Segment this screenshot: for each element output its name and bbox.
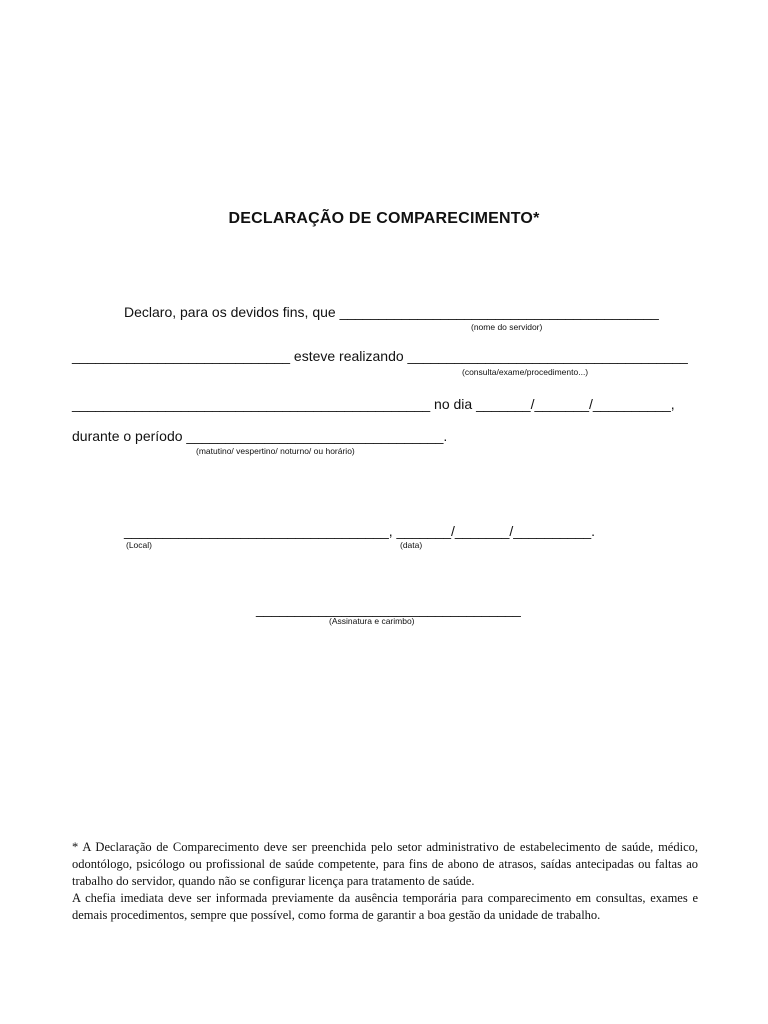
footnote-paragraph-1: * A Declaração de Comparecimento deve ser preenchida pelo setor administrativo de estabelecimento de saúde, médico, odontólogo, psicólogo ou profissional de saúde competente, para fins de abono de atrasos, saídas antecipadas ou faltas ao trabalho do servidor, quando não se configurar licença para tratamento de saúde. [72, 840, 698, 888]
footnote-paragraph-2: A chefia imediata deve ser informada previamente da ausência temporária para comparecimento em consultas, exames e demais procedimentos, sempre que possível, como forma de garantir a boa gestão da unidade de trabalho. [72, 891, 698, 922]
declaration-line-dia: ______________________________________________ no dia _______/_______/__________, [72, 396, 675, 412]
caption-nome-servidor: (nome do servidor) [471, 322, 543, 332]
caption-assinatura: (Assinatura e carimbo) [329, 616, 415, 626]
footnote [72, 839, 698, 924]
declaration-line-servidor: Declaro, para os devidos fins, que _________________________________________ [124, 304, 659, 320]
caption-procedimento: (consulta/exame/procedimento...) [462, 367, 589, 377]
local-data-line: __________________________________, _______/_______/__________. [124, 523, 596, 539]
caption-periodo: (matutino/ vespertino/ noturno/ ou horário) [196, 446, 355, 456]
document-title: DECLARAÇÃO DE COMPARECIMENTO* [228, 210, 540, 227]
caption-data: (data) [400, 540, 423, 550]
signature-line: __________________________________ [256, 601, 521, 617]
caption-local: (Local) [126, 540, 152, 550]
declaration-line-periodo: durante o período _________________________________. [72, 428, 448, 444]
declaration-line-procedimento: ____________________________ esteve realizando ____________________________________ [72, 348, 688, 364]
